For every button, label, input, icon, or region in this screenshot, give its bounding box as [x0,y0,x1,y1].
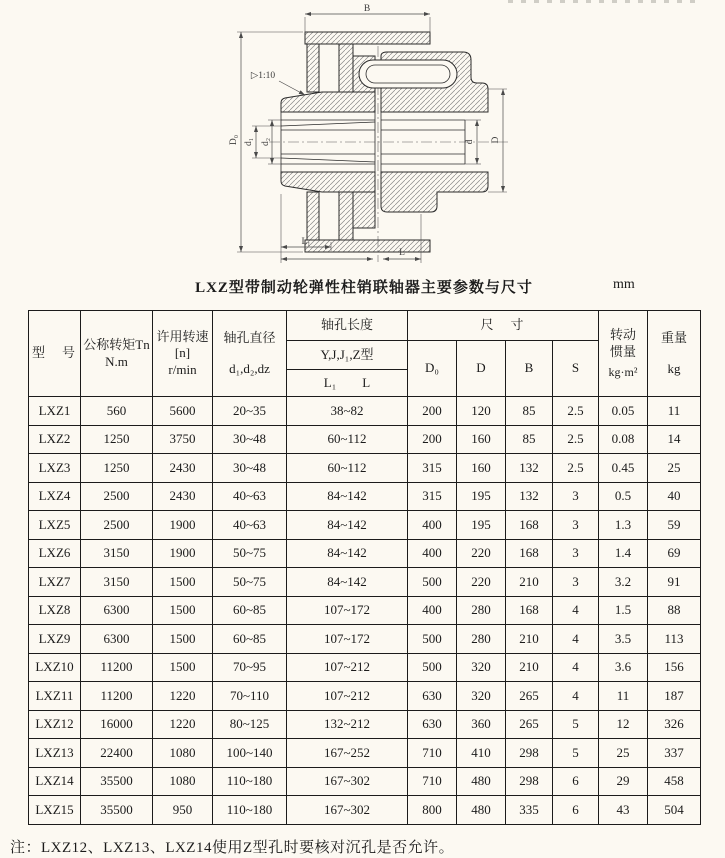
value-cell: 84~142 [287,482,408,511]
value-cell: 107~172 [287,625,408,654]
value-cell: 320 [457,653,506,682]
table-row [29,653,701,682]
table-row [29,539,701,568]
model-cell: LXZ14 [29,767,81,796]
value-cell: 12 [599,710,648,739]
value-cell: 200 [408,425,457,454]
dim-label-d2: d₂ [261,137,271,147]
value-cell: 110~180 [213,767,287,796]
model-cell: LXZ8 [29,596,81,625]
value-cell: 630 [408,682,457,711]
table-row [29,682,701,711]
model-cell: LXZ10 [29,653,81,682]
model-cell: LXZ3 [29,454,81,483]
value-cell: 480 [457,767,506,796]
value-cell: 6 [553,796,599,825]
value-cell: 100~140 [213,739,287,768]
drum-top-rim [305,32,430,44]
value-cell: 25 [599,739,648,768]
col-header-dimensions [408,311,599,341]
dim-label-L1: L₁ [301,237,311,247]
value-cell: 4 [553,625,599,654]
dim-label-B: B [363,4,371,14]
value-cell: 2.5 [553,425,599,454]
value-cell: 337 [648,739,701,768]
value-cell: 40 [648,482,701,511]
value-cell: 5 [553,739,599,768]
value-cell: 168 [506,596,553,625]
value-cell: 1250 [81,454,153,483]
value-cell: 91 [648,568,701,597]
drum-left-wall-upper [307,44,319,92]
value-cell: 84~142 [287,539,408,568]
bore-dia-label: 轴孔直径 [223,330,276,346]
value-cell: 1080 [153,739,213,768]
value-cell: 560 [81,397,153,426]
cropped-text-fragment [508,0,703,3]
table-row [29,710,701,739]
col-header-bore-diameter [213,311,287,397]
model-cell: LXZ2 [29,425,81,454]
L-label: L [362,374,371,390]
col-header-weight [648,311,701,397]
value-cell: 70~110 [213,682,287,711]
value-cell: 4 [553,682,599,711]
value-cell: 1500 [153,596,213,625]
speed-label-line1: 许用转速 [156,329,209,345]
value-cell: 265 [506,682,553,711]
table-body [29,397,701,825]
value-cell: 2500 [81,482,153,511]
value-cell: 6300 [81,625,153,654]
value-cell: 40~63 [213,482,287,511]
value-cell: 320 [457,682,506,711]
col-header-torque [81,311,153,397]
elastic-pin-sleeve [359,60,457,88]
dim-label-D0: D₀ [229,134,239,146]
value-cell: 950 [153,796,213,825]
L1-label: L₁ [323,374,337,390]
value-cell: 167~302 [287,767,408,796]
table-row [29,767,701,796]
value-cell: 3750 [153,425,213,454]
col-header-model [29,311,81,397]
value-cell: 30~48 [213,454,287,483]
value-cell: 160 [457,425,506,454]
inertia-unit: kg·m² [608,364,638,379]
value-cell: 11 [648,397,701,426]
value-cell: 1.3 [599,511,648,540]
value-cell: 630 [408,710,457,739]
torque-label-line1: 公称转矩Tn [83,337,150,353]
value-cell: 167~252 [287,739,408,768]
value-cell: 298 [506,739,553,768]
left-hub-lower [281,172,375,192]
value-cell: 0.05 [599,397,648,426]
value-cell: 1500 [153,625,213,654]
value-cell: 11200 [81,653,153,682]
value-cell: 50~75 [213,568,287,597]
value-cell: 298 [506,767,553,796]
value-cell: 0.08 [599,425,648,454]
value-cell: 167~302 [287,796,408,825]
inertia-label-line1: 转动 [610,327,637,343]
value-cell: 2.5 [553,454,599,483]
value-cell: 800 [408,796,457,825]
value-cell: 326 [648,710,701,739]
value-cell: 4 [553,653,599,682]
spec-table [28,310,701,825]
table-row [29,482,701,511]
value-cell: 30~48 [213,425,287,454]
coupling-section-drawing [225,0,525,270]
value-cell: 69 [648,539,701,568]
value-cell: 210 [506,625,553,654]
weight-label: 重量 [661,330,688,346]
value-cell: 458 [648,767,701,796]
value-cell: 6300 [81,596,153,625]
model-cell: LXZ9 [29,625,81,654]
value-cell: 43 [599,796,648,825]
value-cell: 84~142 [287,511,408,540]
dim-label-d1: d₁ [244,137,254,147]
value-cell: 3.5 [599,625,648,654]
speed-label-line3: r/min [168,361,197,377]
value-cell: 35500 [81,796,153,825]
value-cell: 6 [553,767,599,796]
value-cell: 500 [408,653,457,682]
value-cell: 113 [648,625,701,654]
value-cell: 4 [553,596,599,625]
value-cell: 3.6 [599,653,648,682]
value-cell: 410 [457,739,506,768]
hub-web-lower [339,192,353,240]
table-row [29,796,701,825]
value-cell: 168 [506,511,553,540]
value-cell: 1900 [153,511,213,540]
value-cell: 480 [457,796,506,825]
value-cell: 220 [457,539,506,568]
inertia-label-line2: 惯量 [610,343,637,359]
value-cell: 400 [408,596,457,625]
value-cell: 280 [457,625,506,654]
footnote: 注：LXZ12、LXZ13、LXZ14使用Z型孔时要核对沉孔是否允许。 [10,840,455,856]
value-cell: 120 [457,397,506,426]
value-cell: 107~172 [287,596,408,625]
col-header-D0: D₀ [408,341,457,397]
table-row [29,625,701,654]
value-cell: 40~63 [213,511,287,540]
value-cell: 5600 [153,397,213,426]
col-header-L1-L [287,370,408,397]
value-cell: 3 [553,539,599,568]
hub-web-upper [339,44,353,92]
value-cell: 1080 [153,767,213,796]
model-cell: LXZ4 [29,482,81,511]
value-cell: 84~142 [287,568,408,597]
value-cell: 0.5 [599,482,648,511]
value-cell: 2500 [81,511,153,540]
value-cell: 85 [506,425,553,454]
model-cell: LXZ11 [29,682,81,711]
value-cell: 710 [408,767,457,796]
col-header-bore-types: Y,J,J₁,Z型 [287,341,408,370]
value-cell: 132 [506,454,553,483]
value-cell: 85 [506,397,553,426]
drum-bottom-rim [305,240,430,252]
value-cell: 3 [553,482,599,511]
value-cell: 168 [506,539,553,568]
value-cell: 2430 [153,454,213,483]
value-cell: 280 [457,596,506,625]
col-header-bore-length: 轴孔长度 [287,311,408,341]
taper-bore-line [281,122,375,126]
value-cell: 16000 [81,710,153,739]
drum-left-wall-lower [307,192,319,240]
value-cell: 1220 [153,710,213,739]
table-row [29,511,701,540]
dim-label-D: D [491,136,501,144]
value-cell: 195 [457,482,506,511]
value-cell: 2.5 [553,397,599,426]
col-header-S: S [553,341,599,397]
value-cell: 11 [599,682,648,711]
value-cell: 265 [506,710,553,739]
value-cell: 315 [408,454,457,483]
model-cell: LXZ13 [29,739,81,768]
table-row [29,425,701,454]
value-cell: 107~212 [287,653,408,682]
model-cell: LXZ1 [29,397,81,426]
model-cell: LXZ5 [29,511,81,540]
model-cell: LXZ12 [29,710,81,739]
value-cell: 59 [648,511,701,540]
value-cell: 3.2 [599,568,648,597]
value-cell: 200 [408,397,457,426]
value-cell: 20~35 [213,397,287,426]
model-cell: LXZ6 [29,539,81,568]
value-cell: 22400 [81,739,153,768]
value-cell: 400 [408,511,457,540]
value-cell: 3150 [81,568,153,597]
value-cell: 1220 [153,682,213,711]
table-row [29,596,701,625]
table-row [29,454,701,483]
value-cell: 3150 [81,539,153,568]
value-cell: 107~212 [287,682,408,711]
value-cell: 315 [408,482,457,511]
value-cell: 195 [457,511,506,540]
dim-label-d: d [465,139,475,145]
value-cell: 110~180 [213,796,287,825]
value-cell: 156 [648,653,701,682]
left-pin-boss-lower [353,192,375,228]
col-header-B: B [506,341,553,397]
value-cell: 132 [506,482,553,511]
speed-label-line2: [n] [174,345,191,361]
value-cell: 70~95 [213,653,287,682]
value-cell: 1.4 [599,539,648,568]
col-header-speed [153,311,213,397]
value-cell: 1500 [153,568,213,597]
value-cell: 38~82 [287,397,408,426]
value-cell: 11200 [81,682,153,711]
table-row [29,397,701,426]
value-cell: 360 [457,710,506,739]
value-cell: 710 [408,739,457,768]
value-cell: 210 [506,568,553,597]
value-cell: 29 [599,767,648,796]
torque-label-line2: N.m [105,353,128,369]
value-cell: 60~85 [213,596,287,625]
value-cell: 335 [506,796,553,825]
value-cell: 80~125 [213,710,287,739]
value-cell: 210 [506,653,553,682]
value-cell: 500 [408,625,457,654]
value-cell: 3 [553,568,599,597]
bore-dia-symbols: d₁,d₂,dz [229,360,270,376]
value-cell: 50~75 [213,539,287,568]
value-cell: 132~212 [287,710,408,739]
unit-label: mm [613,277,635,292]
value-cell: 500 [408,568,457,597]
dim-label-L: L [399,248,405,258]
dimensions-label: 尺 寸 [480,317,526,333]
table-caption [28,276,700,296]
value-cell: 2430 [153,482,213,511]
model-cell: LXZ15 [29,796,81,825]
col-header-model-label: 型 号 [31,345,77,361]
value-cell: 60~112 [287,425,408,454]
col-header-inertia [599,311,648,397]
taper-label: ▷1:10 [250,71,276,81]
technical-drawing [225,0,525,275]
value-cell: 0.45 [599,454,648,483]
value-cell: 160 [457,454,506,483]
value-cell: 504 [648,796,701,825]
value-cell: 1.5 [599,596,648,625]
value-cell: 60~85 [213,625,287,654]
col-header-D: D [457,341,506,397]
value-cell: 35500 [81,767,153,796]
value-cell: 220 [457,568,506,597]
table-row [29,568,701,597]
value-cell: 187 [648,682,701,711]
value-cell: 1500 [153,653,213,682]
value-cell: 1900 [153,539,213,568]
value-cell: 5 [553,710,599,739]
value-cell: 400 [408,539,457,568]
value-cell: 25 [648,454,701,483]
right-flange-lower [381,172,488,212]
value-cell: 14 [648,425,701,454]
left-hub-upper [281,92,375,112]
table-row [29,739,701,768]
value-cell: 88 [648,596,701,625]
value-cell: 60~112 [287,454,408,483]
model-cell: LXZ7 [29,568,81,597]
value-cell: 1250 [81,425,153,454]
value-cell: 3 [553,511,599,540]
weight-unit: kg [667,360,681,376]
page-title: LXZ型带制动轮弹性柱销联轴器主要参数与尺寸 [195,280,533,296]
